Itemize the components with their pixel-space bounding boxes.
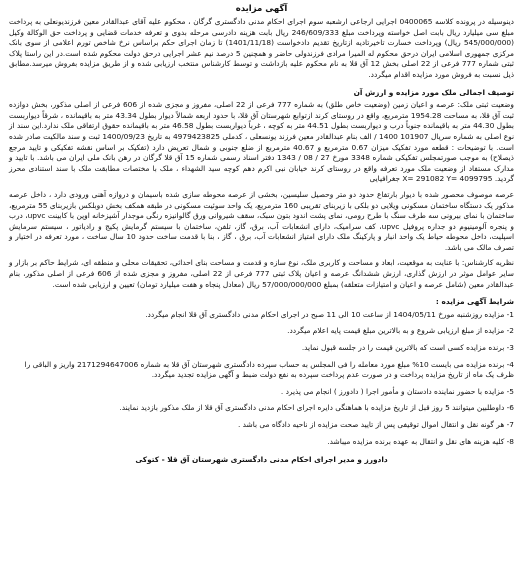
- condition-item: 7- هر گونه نقل و انتقال اموال توقیفی پس از تایید صحت مزایده از ناحیه دادگاه می باشد .: [237, 420, 514, 429]
- spacer: [9, 290, 514, 295]
- conditions-heading: شرایط آگهی مزایده :: [435, 297, 514, 307]
- signature-line: دادورز و مدیر اجرای احکام مدنی دادگستری شهرستان آق قلا - کتوکی: [135, 455, 388, 465]
- intro-paragraph: دینوسیله در پرونده کلاسه 0400065 اجرایی ارجاعی ارشعبه سوم اجرای احکام مدنی دادگستری گرگان ، محکوم علیه آقای عبدالقادر معین فرزندیونعلی به پرداخت مبلغ سی میلیارد ریال بابت اصل خواسته وپرداخت مبلغ 246/609/333 ریال بابت هزینه دادرسی مرحله بدوی و تعرفه خدمات قضایی و پرداخت حق الوکالة وکیل (545/000/000 ریال) وپرداخت خسارت تاخیرتادیه ازتاریخ تقدیم دادخواست (1401/11/18) تا زمان اجرای حکم براساس نرخ شاخص تورم اعلامی از سوی بانک مرکزی جمهوری اسلامی ایران درحق محکوم له المیرا مرادی فرزندولی حاضر و همچنین 5 درصد نیم عشر اجرایی درحق دولت محکوم شده است.در این راستا پلاک ثبتی شماره 777 فرعی از 22 اصلی بخش 12 آق قلا به نام محکوم علیه بازداشت و توسط کارشناس منتخب ارزیابی شده و از طریق مزایده بفروش میرسد.مطابق ذیل نسبت به فروش مورد مزایده اقدام میگردد.: [9, 17, 515, 79]
- condition-item: 1- مزایده روزشنبه مورخ 1404/05/11 از ساعت 10 الی 11 صبح در اجرای احکام مدنی دادگستری آق قلا انجام میگردد.: [145, 309, 514, 319]
- registration-status-paragraph: وضعیت ثبتی ملک: عرصه و اعیان زمین (وضعیت خاص طلق) به شماره 777 فرعی از 22 اصلی، مفروز و مجزی شده از 606 فرعی از اصلی مذکور، بخش دوازده ثبت آق قلا، به مساحت 1954.28 مترمربع، واقع در روستای کرند ازتوابع شهرستان آق قلا، با حدود اربعه شمالاً دیوار بطول 43.34 متر به باقیمانده ، شرقاً دیواربست بطول 44.30 متر به باقیمانده جنوباً درب و دیواربست بطول 44.51 متر به کوچه ، غرباً دیواربست بطول 46.58 متر به باقیمانده حقوق ارتفاقی ملک ندارد.این سند از نوع اصلی به شماره سریال 101907 1400 / الف بنام عبدالقادر معین فرزند یونسعلی ، کدملی 4979423825 به تاریخ 1400/09/23 ثبت و سند مالکیت صادر شده است. با توضیحات : قطعه مورد تفکیک میزان 0.67 مترمربع و 40.67 مترمربع از ضلع جنوبی و شمال تعریض دارد (تفکیک بر اساس نقشه تفکیکی و تایید مرجع ذیصلاح) به موجب صورتمجلس تفکیکی شماره 3348 مورخ 27 / 08 / 1343 دفتر اسناد رسمی شماره 15 آق قلا گرگان در رهن بانک ملی ایران می باشد. با تایید و مدارک مستفاد از وضعیت ملک مورد تعرفه واقع در روستای کرند خیابان نبی اکرم دهم کوچه سید الشهداء ، ملک با مختصات مطابقت ملک با سند استنادی محرز گردید. X= 291082 Y= 4099795 جغرافیایی: [9, 100, 514, 184]
- property-description-paragraph: عرصه موصوف محصور شده با دیوار بارتفاع حدود دو متر وحصیل سلیسین، بخشی از عرصه محوطه سازی شده باسیمان و دروازه آهنی ورودی دارد ، داخل عرصه مذکور یک دستگاه ساختمان مسکونی ویلایی دو بلکی با زیربنای تقریبی 160 مترمربع، یک واحد سوئیت مسکونی در طبقه همکف بخش دوبلکس بازیربنای 55 مترمربع، ساختمان با نمای بیرونی سه طرف سنگ با طرح رومی، نمای پشت اندود بتون سبک، سقف شیروانی ورق گالوانیزه رنگی موجدار آشپزخانه اوپن با کابینت upvc، درب و پنجره آلومینیوم دو جداره پروفیل upvc، کف سرامیک، دارای انشعابات آب، برق، گاز، تلفن، ساختمان با سیستم گرمایش پکیج و رادیاتور ، سیستم سرمایش اسپلیت، داخل محوطه حیاط یک واحد انبار و پارکینگ ملک دارای امتیاز انشعابات آب، برق ، گاز ، بنا با قدمت ساخت حدود 10 سال ساخت ، مورد تعرفه در اختیار و تصرف مالک می باشد.: [9, 189, 515, 252]
- condition-item: 4- برنده مزایده می بایست 10% مبلغ مورد معامله را فی المجلس به حساب سپرده دادگستری شهرستان آق قلا به شماره 2171294647006 واریز و الباقی را ظرف یک ماه از تاریخ مزایده پرداخت و در صورت عدم پرداخت سپرده به نفع دولت ضبط و آگهی مزایده تجدید میگردد.: [24, 359, 514, 380]
- condition-item: 5- مزایده با حضور نماینده دادستان و مأمور اجرا ( دادورز ) انجام می پذیرد .: [280, 386, 514, 396]
- condition-item: 3- برنده مزایده کسی است که بالاترین قیمت را در جلسه قبول نماید.: [301, 343, 514, 353]
- condition-item: 2- مزایده از مبلغ ارزیابی شروع و به بالاترین مبلغ قیمت پایه اعلام میگردد.: [287, 326, 514, 336]
- spacer: [9, 81, 514, 86]
- condition-item: 6- داوطلبین میتوانند 5 روز قبل از تاریخ مزایده با هماهنگی دایره اجرای احکام مدنی دادگستری آق قلا از ملک مذکور بازدید نمایند.: [119, 403, 514, 413]
- expert-valuation-paragraph: نظریه کارشناس: با عنایت به موقعیت، ابعاد و مساحت و کاربری ملک، نوع سازه و قدمت و مساحت بنای احداثی، تحقیقات محلی و منطقه ای، شرایط حاکم بر بازار و سایر عوامل موثر در ارزش گذاری، ارزش ششدانگ عرصه و اعیان پلاک ثبتی 777 فرعی از 22 اصلی، مفروز و مجزی شده از 606 فرعی از اصلی مذکور، بنام عبدالقادر معین (شامل عرصه و اعیان و امتیازات متعلقه) بمبلغ 57/000/000/000 ریال (معادل پنجاه و هفت میلیارد تومان) تعیین و ارزیابی شده است.: [9, 258, 514, 289]
- property-summary-heading: توصیف اجمالی ملک مورد مزایده و ارزش آن: [353, 87, 514, 97]
- conditions-list: [9, 310, 514, 447]
- notice-title: آگهی مزایده: [235, 4, 288, 14]
- condition-item: 8- کلیه هزینه های نقل و انتقال به عهده برنده مزایده میباشد.: [327, 436, 514, 446]
